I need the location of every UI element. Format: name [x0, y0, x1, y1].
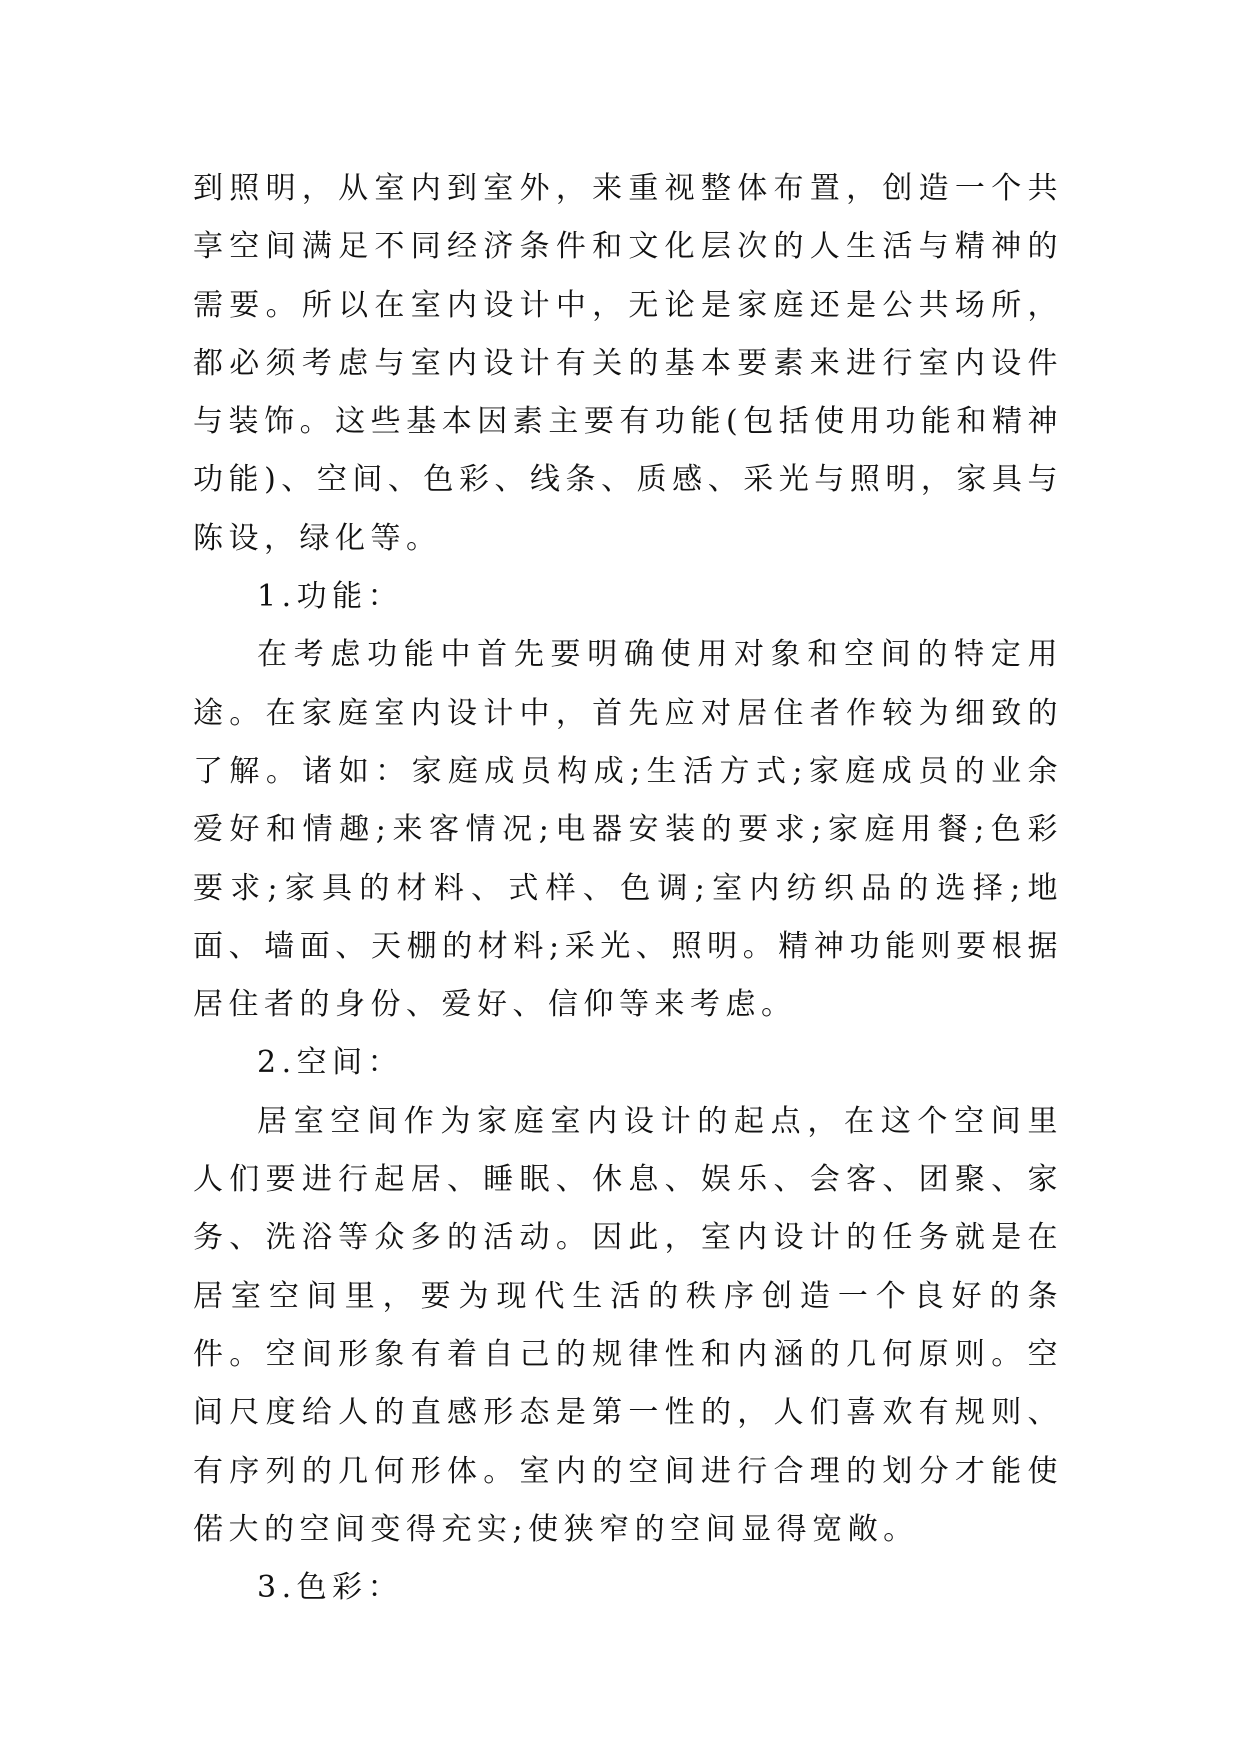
section-heading-color: 3.色彩：	[257, 1570, 404, 1606]
section-heading-space: 2.空间：	[257, 1045, 404, 1081]
document-body	[193, 160, 1063, 1617]
function-paragraph: 在考虑功能中首先要明确使用对象和空间的特定用途。在家庭室内设计中，首先应对居住者作较为细致的了解。诸如：家庭成员构成;生活方式;家庭成员的业余爱好和情趣;来客情况;电器安装的要求;家庭用餐;色彩要求;家具的材料、式样、色调;室内纺织品的选择;地面、墙面、天棚的材料;采光、照明。精神功能则要根据居住者的身份、爱好、信仰等来考虑。	[193, 637, 1063, 1023]
space-paragraph: 居室空间作为家庭室内设计的起点，在这个空间里人们要进行起居、睡眠、休息、娱乐、会客、团聚、家务、洗浴等众多的活动。因此，室内设计的任务就是在居室空间里，要为现代生活的秩序创造一个良好的条件。空间形象有着自己的规律性和内涵的几何原则。空间尺度给人的直感形态是第一性的，人们喜欢有规则、有序列的几何形体。室内的空间进行合理的划分才能使偌大的空间变得充实;使狭窄的空间显得宽敞。	[193, 1103, 1063, 1547]
intro-paragraph: 到照明，从室内到室外，来重视整体布置，创造一个共享空间满足不同经济条件和文化层次的人生活与精神的需要。所以在室内设计中，无论是家庭还是公共场所，都必须考虑与室内设计有关的基本要素来进行室内设件与装饰。这些基本因素主要有功能(包括使用功能和精神功能)、空间、色彩、线条、质感、采光与照明，家具与陈设，绿化等。	[193, 171, 1063, 556]
section-heading-function: 1.功能：	[257, 579, 404, 615]
